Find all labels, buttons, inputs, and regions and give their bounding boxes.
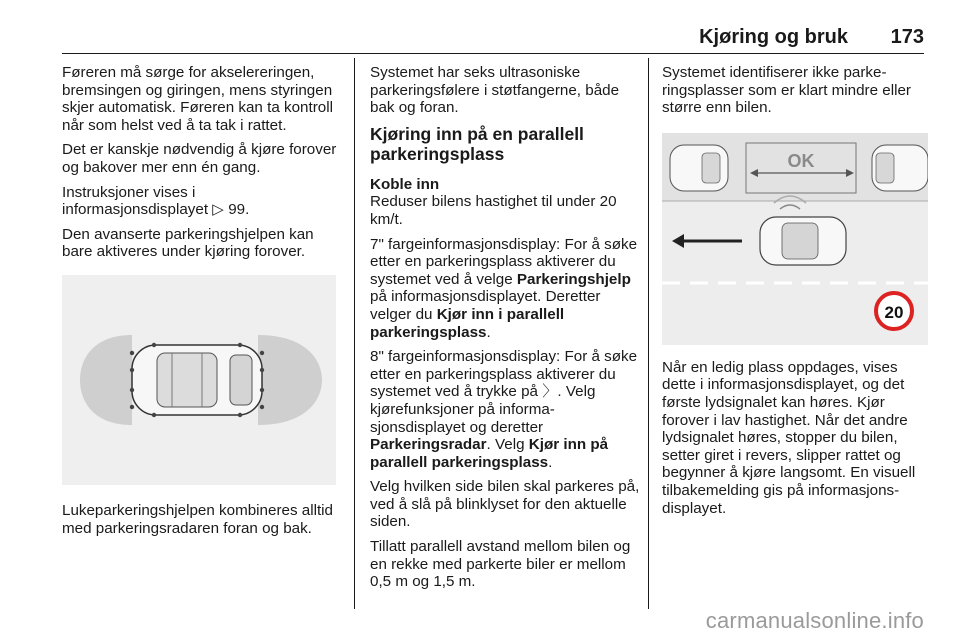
menu-term: Kjør inn på parallell parkeringsplass (370, 436, 609, 471)
speed-limit-value: 20 (884, 302, 904, 322)
paragraph: Tillatt parallell avstand mellom bilen og en rekke med parkerte biler er mellom 0,5 m og 1,5 m. (370, 538, 631, 591)
page-reference[interactable]: 99. (228, 201, 250, 219)
menu-term: Kjør inn i parallell parkeringsplass (370, 305, 565, 341)
paragraph: 7" fargeinformasjonsdisplay: For å søke etter en parkeringsplass aktiverer du systemet ved å velge Parkeringshjelp på informasjonsdisplayet. Deretter velger du Kjør inn i parallell parkeringsplass. (370, 235, 638, 341)
watermark: carmanualsonline.info (705, 608, 924, 633)
parallel-parking-illustration (662, 133, 928, 345)
column-3 (662, 64, 927, 524)
paragraph: Systemet har seks ultrasoniske parkeringsfølere i støtfangerne, både bak og foran. (370, 64, 620, 117)
paragraph: Velg hvilken side bilen skal parkeres på, ved å slå på blinklyset for den aktuelle siden. (370, 478, 640, 531)
column-2 (370, 64, 640, 598)
paragraph: Systemet identifiserer ikke parkeringsplasser som er klart mindre eller større enn bilen. (662, 64, 911, 117)
paragraph: Den avanserte parkeringshjelpen kan bare aktiveres under kjøring forover. (62, 225, 314, 261)
section-title: Kjøring og bruk (699, 26, 848, 48)
parking-sensor-illustration (62, 275, 336, 485)
car-sensor-icon: 〉 (542, 383, 558, 401)
column-1 (62, 64, 342, 544)
column-divider-2 (648, 58, 649, 609)
paragraph: Det er kanskje nødvendig å kjøre forover og bakover mer enn én gang. (62, 141, 337, 176)
ok-label: OK (787, 150, 815, 171)
paragraph: Føreren må sørge for akselereringen, bremsingen og giringen, mens styringen skjer automatisk. Føreren kan ta kontroll når som helst ved å ta tak i rattet. (62, 64, 333, 134)
page-number: 173 (890, 26, 924, 48)
page-header (0, 0, 960, 56)
paragraph: Lukeparkeringshjelpen kombineres alltid med parkeringsradaren foran og bak. (62, 501, 334, 537)
subheading: Koble inn (370, 175, 440, 193)
column-divider-1 (354, 58, 355, 609)
paragraph: Når en ledig plass oppdages, vises dette i informasjonsdisplayet, og det første lydsignalet kan høres. Kjør forover i lav hastighet. Når det andre lydsignalet høres, stopper du bilen, setter giret i revers, slipper rattet og begynner å kjøre langsomt. En visuell tilbakemelding gis på informasjonsdisplayet. (662, 358, 916, 517)
menu-term: Parkeringsradar (370, 436, 487, 454)
menu-term: Parkeringshjelp (516, 270, 631, 288)
paragraph: Instruksjoner vises i informasjonsdisplayet ▷ 99. (62, 183, 250, 219)
section-heading: Kjøring inn på en parallell parkeringsplass (370, 123, 584, 164)
paragraph: Reduser bilens hastighet til under 20 km/t. (370, 193, 617, 228)
page-reference-icon: ▷ (212, 201, 224, 219)
header-rule (62, 53, 924, 54)
paragraph: 8" fargeinformasjonsdisplay: For å søke etter en parkeringsplass aktiverer du systemet ved å trykke på 〉. Velg kjørefunksjoner på informasjonsdisplayet og deretter Parkeringsradar. Velg Kjør inn på parallell parkeringsplass. (370, 348, 638, 471)
